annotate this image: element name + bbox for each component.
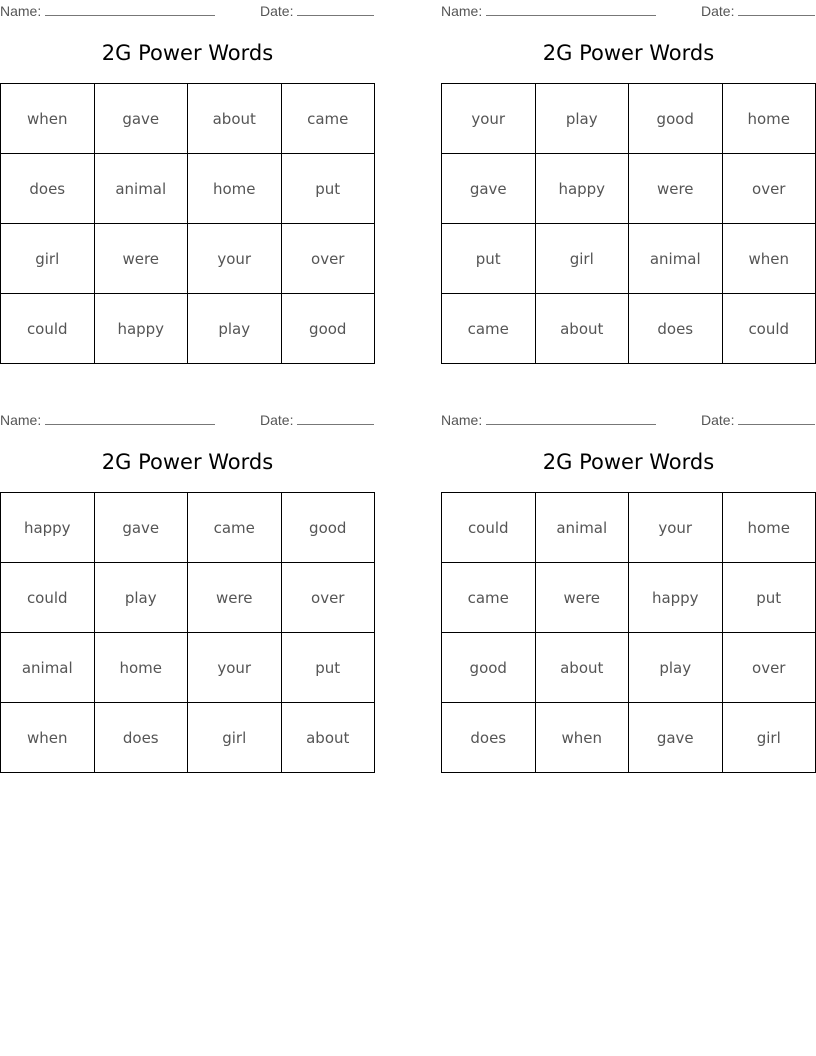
date-label: Date: [701, 412, 735, 428]
name-blank-line [486, 3, 656, 16]
date-blank-line [738, 412, 815, 425]
word-cell: could [1, 563, 95, 633]
date-field [701, 412, 815, 428]
word-cell: when [1, 84, 95, 154]
card-title: 2G Power Words [101, 450, 274, 474]
bingo-card [0, 0, 375, 338]
grid-row [1, 224, 375, 294]
date-label: Date: [701, 3, 735, 19]
word-cell: animal [629, 224, 723, 294]
word-cell: girl [535, 224, 629, 294]
date-blank-line [738, 3, 815, 16]
word-cell: does [1, 154, 95, 224]
word-cell: about [535, 633, 629, 703]
grid-row [1, 493, 375, 563]
word-cell: play [629, 633, 723, 703]
grid-row [1, 294, 375, 364]
word-cell: were [188, 563, 282, 633]
word-cell: came [442, 294, 536, 364]
word-cell: were [535, 563, 629, 633]
word-cell: your [629, 493, 723, 563]
word-grid [0, 492, 375, 773]
word-grid [441, 83, 816, 364]
date-field [260, 412, 374, 428]
word-cell: your [442, 84, 536, 154]
bingo-card [0, 409, 375, 747]
card-header [0, 409, 375, 431]
word-cell: happy [629, 563, 723, 633]
name-field [0, 412, 215, 428]
word-cell: happy [94, 294, 188, 364]
card-header [441, 409, 816, 431]
grid-row [442, 294, 816, 364]
word-cell: does [629, 294, 723, 364]
word-cell: put [442, 224, 536, 294]
grid-row [442, 154, 816, 224]
card-title: 2G Power Words [101, 41, 274, 65]
word-cell: animal [535, 493, 629, 563]
name-field [441, 3, 656, 19]
word-cell: came [442, 563, 536, 633]
name-label: Name: [0, 3, 42, 19]
word-cell: your [188, 224, 282, 294]
card-title: 2G Power Words [542, 450, 715, 474]
word-cell: happy [1, 493, 95, 563]
grid-row [1, 563, 375, 633]
word-cell: over [281, 563, 375, 633]
word-cell: good [281, 493, 375, 563]
grid-row [442, 224, 816, 294]
word-cell: about [535, 294, 629, 364]
word-cell: gave [94, 84, 188, 154]
word-cell: play [94, 563, 188, 633]
word-cell: over [722, 154, 816, 224]
date-field [701, 3, 815, 19]
word-cell: girl [1, 224, 95, 294]
word-cell: does [442, 703, 536, 773]
word-cell: could [442, 493, 536, 563]
card-header [0, 0, 375, 22]
name-blank-line [45, 3, 215, 16]
name-field [0, 3, 215, 19]
word-cell: animal [1, 633, 95, 703]
word-grid [441, 492, 816, 773]
word-cell: when [722, 224, 816, 294]
word-cell: home [188, 154, 282, 224]
word-cell: animal [94, 154, 188, 224]
word-cell: gave [94, 493, 188, 563]
word-cell: gave [629, 703, 723, 773]
name-label: Name: [441, 412, 483, 428]
word-cell: girl [722, 703, 816, 773]
grid-row [1, 154, 375, 224]
grid-row [442, 563, 816, 633]
grid-row [1, 633, 375, 703]
word-cell: happy [535, 154, 629, 224]
grid-row [1, 703, 375, 773]
word-cell: your [188, 633, 282, 703]
grid-row [442, 493, 816, 563]
word-cell: home [722, 493, 816, 563]
date-blank-line [297, 3, 374, 16]
date-label: Date: [260, 3, 294, 19]
bingo-card [441, 0, 816, 338]
word-cell: play [188, 294, 282, 364]
word-cell: came [281, 84, 375, 154]
word-cell: could [1, 294, 95, 364]
name-blank-line [45, 412, 215, 425]
word-cell: about [188, 84, 282, 154]
word-cell: good [629, 84, 723, 154]
word-cell: good [442, 633, 536, 703]
bingo-card [441, 409, 816, 747]
word-cell: put [281, 633, 375, 703]
name-label: Name: [441, 3, 483, 19]
word-cell: were [94, 224, 188, 294]
word-cell: good [281, 294, 375, 364]
word-cell: over [281, 224, 375, 294]
word-cell: came [188, 493, 282, 563]
grid-row [442, 633, 816, 703]
name-label: Name: [0, 412, 42, 428]
word-cell: home [722, 84, 816, 154]
name-field [441, 412, 656, 428]
word-cell: put [722, 563, 816, 633]
word-cell: about [281, 703, 375, 773]
word-cell: when [535, 703, 629, 773]
name-blank-line [486, 412, 656, 425]
date-blank-line [297, 412, 374, 425]
word-cell: gave [442, 154, 536, 224]
word-cell: play [535, 84, 629, 154]
word-cell: when [1, 703, 95, 773]
card-title: 2G Power Words [542, 41, 715, 65]
grid-row [442, 703, 816, 773]
word-cell: does [94, 703, 188, 773]
grid-row [442, 84, 816, 154]
word-cell: home [94, 633, 188, 703]
word-cell: girl [188, 703, 282, 773]
word-cell: over [722, 633, 816, 703]
word-cell: could [722, 294, 816, 364]
word-cell: were [629, 154, 723, 224]
card-header [441, 0, 816, 22]
date-label: Date: [260, 412, 294, 428]
date-field [260, 3, 374, 19]
word-grid [0, 83, 375, 364]
word-cell: put [281, 154, 375, 224]
grid-row [1, 84, 375, 154]
